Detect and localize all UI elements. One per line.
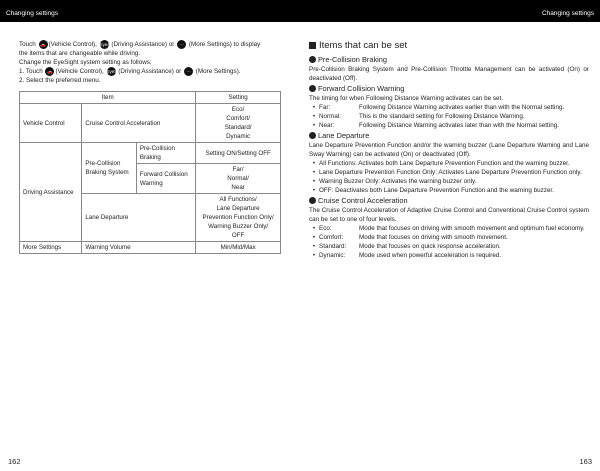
intro-line-1: Touch 🚗 (Vehicle Control), EyeS (Driving Assistance) or ⋯ (More Settings) to display [19,41,261,49]
list-item: • Dynamic: Mode used when powerful acceleration is required. [312,252,502,259]
circle-bullet-icon [309,132,316,139]
table-head-item: Item [20,92,196,104]
left-page [19,40,281,254]
section-title: Items that can be set [309,40,589,52]
eyesight-icon: EyeS [99,42,111,47]
subsection-pre-collision-braking-title: Pre-Collision Braking [309,55,589,65]
list-item: • Warning Buzzer Only: Activates the warning buzzer only. [312,178,477,185]
intro-line-2: the items that are changeable while driving. [19,50,141,58]
step-2: 2. Select the preferred menu. [19,77,101,85]
item-pre-collision-braking-system: Pre-Collision Braking System [82,143,137,194]
subsection-cruise-control-acceleration-title: Cruise Control Acceleration [309,196,589,206]
square-bullet-icon [309,42,316,49]
circle-bullet-icon [309,85,316,92]
subsection-lane-departure-title: Lane Departure [309,131,589,141]
setting-warning-volume: Min/Mid/Max [196,242,281,254]
more-icon: ⋯ [184,67,193,76]
list-item: • OFF: Deactivates both Lane Departure Prevention Function and the warning buzzer. [312,187,554,194]
list-item: • Lane Departure Prevention Function Only: Activates Lane Departure Prevention Function only. [312,169,582,176]
item-cruise-control-acceleration: Cruise Control Acceleration [82,104,196,143]
car-icon: 🚗 [40,42,46,47]
header-right-title: Changing settings [541,10,594,17]
car-icon: 🚗 [47,69,53,75]
intro-line-3: Change the EyeSight system setting as follows: [19,59,152,67]
subsection-forward-collision-warning-title: Forward Collision Warning [309,84,589,94]
more-icon: ⋯ [177,40,186,49]
list-item: • Standard: Mode that focuses on quick response acceleration. [312,243,501,250]
setting-pre-collision-braking: Setting ON/Setting OFF [196,143,281,164]
circle-bullet-icon [309,56,316,63]
list-item: • Far: Following Distance Warning activates earlier than with the Normal setting. [312,104,565,111]
setting-lane-departure: All Functions/ Lane Departure Prevention Function Only/ Warning Buzzer Only/ OFF [196,194,281,242]
table-head-setting: Setting [196,92,281,104]
item-lane-departure: Lane Departure [82,194,196,242]
forward-collision-warning-body: The timing for when Following Distance Warning activates can be set. [309,95,504,102]
page-header [0,0,600,22]
group-driving-assistance: Driving Assistance [20,143,82,242]
header-left-title: Changing settings [6,10,59,17]
list-item: • All Functions: Activates both Lane Departure Prevention Function and the warning buzzer. [312,160,570,167]
page-number-left: 162 [8,457,21,466]
list-item: • Comfort: Mode that focuses on driving with smooth movement. [312,234,508,241]
group-vehicle-control: Vehicle Control [20,104,82,143]
cruise-control-acceleration-body: The Cruise Control Acceleration of Adaptive Cruise Control and Conventional Cruise Control system can be set to one of four levels. [309,207,589,223]
lane-departure-body: Lane Departure Prevention Function and/or the warning buzzer (Lane Departure Warning and Lane Sway Warning) can be activated (On) or deactivated (Off). [309,142,589,158]
right-page [309,40,589,260]
item-pre-collision-braking: Pre-Collision Braking [136,143,195,164]
circle-bullet-icon [309,197,316,204]
eyesight-icon: EyeS [106,69,118,75]
setting-cruise-acceleration: Eco/ Comfort/ Standard/ Dynamic [196,104,281,143]
step-1: 1. Touch 🚗 (Vehicle Control), EyeS (Driving Assistance) or ⋯ (More Settings). [19,68,241,76]
setting-forward-collision-warning: Far/ Normal/ Near [196,164,281,194]
settings-table [19,91,281,254]
item-warning-volume: Warning Volume [82,242,196,254]
item-forward-collision-warning: Forward Collision Warning [136,164,195,194]
list-item: • Eco: Mode that focuses on driving with smooth movement and optimum fuel economy. [312,225,585,232]
list-item: • Normal: This is the standard setting for Following Distance Warning. [312,113,525,120]
list-item: • Near: Following Distance Warning activates later than with the Normal setting. [312,122,559,129]
page-number-right: 163 [579,457,592,466]
group-more-settings: More Settings [20,242,82,254]
pre-collision-braking-body: Pre-Collision Braking System and Pre-Collision Throttle Management can be activated (On) or deactivated (Off). [309,66,589,82]
